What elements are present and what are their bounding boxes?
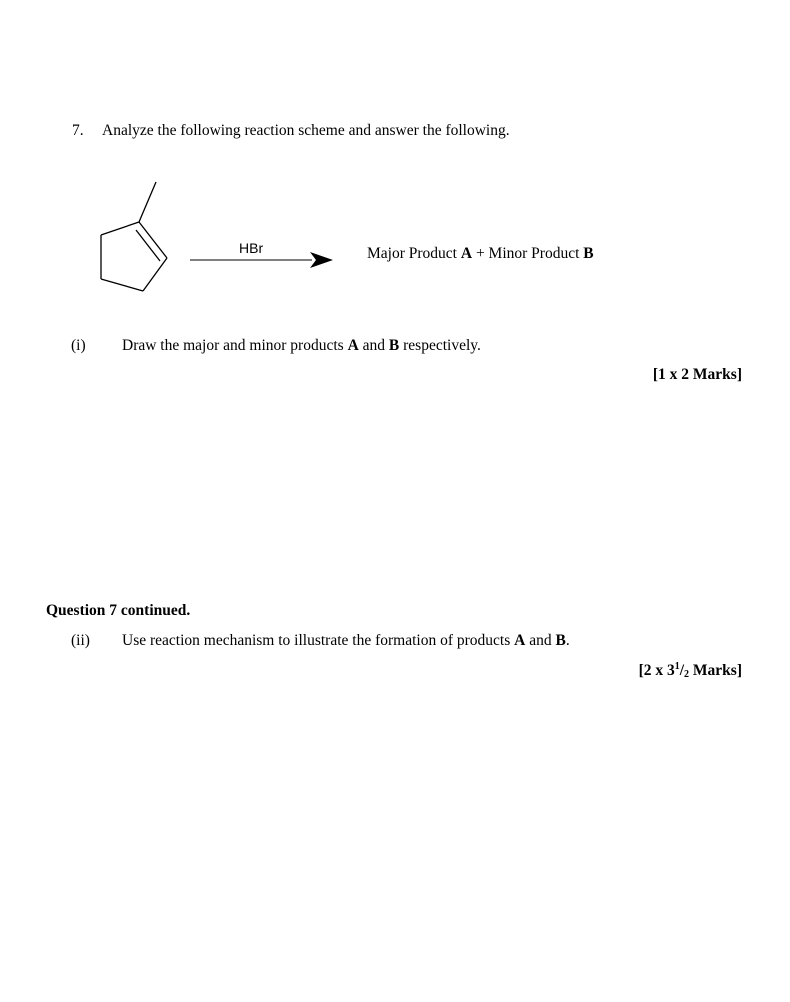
methylcyclopentene-structure bbox=[101, 182, 167, 291]
ring-bond-5 bbox=[101, 222, 139, 235]
part-i-letter-a: A bbox=[347, 337, 359, 354]
double-bond-inner bbox=[136, 230, 160, 261]
marks-ii-sub: 2 bbox=[684, 669, 690, 680]
minor-product-text: + Minor Product bbox=[472, 245, 584, 262]
part-i-letter-b: B bbox=[388, 337, 400, 354]
part-i-marks: [1 x 2 Marks] bbox=[652, 366, 742, 383]
part-ii-text bbox=[122, 632, 570, 650]
marks-ii-suffix: Marks] bbox=[689, 662, 742, 679]
reaction-scheme bbox=[90, 178, 350, 303]
methyl-bond bbox=[139, 182, 156, 222]
ring-bond-2 bbox=[143, 258, 167, 291]
part-ii-text-3: . bbox=[565, 632, 570, 649]
part-ii-marks bbox=[639, 662, 742, 680]
minor-product-letter: B bbox=[583, 245, 594, 262]
reaction-arrow-head bbox=[310, 252, 333, 268]
ring-bond-3 bbox=[101, 279, 143, 291]
part-i-text-3: respectively. bbox=[399, 337, 481, 354]
products-label bbox=[367, 245, 594, 263]
continued-heading: Question 7 continued. bbox=[46, 602, 191, 619]
question-number: 7. bbox=[72, 122, 84, 139]
question-text: Analyze the following reaction scheme and answer the following. bbox=[102, 122, 510, 139]
marks-ii-sup: 1 bbox=[674, 661, 680, 672]
part-ii-letter-b: B bbox=[555, 632, 566, 649]
part-i-text-2: and bbox=[358, 337, 389, 354]
marks-ii-prefix: [2 x 3 bbox=[638, 662, 675, 679]
major-product-text: Major Product bbox=[367, 245, 461, 262]
part-i-text bbox=[122, 337, 481, 355]
part-i-text-1: Draw the major and minor products bbox=[122, 337, 348, 354]
marks-ii-slash: / bbox=[679, 662, 685, 679]
part-ii-text-2: and bbox=[525, 632, 556, 649]
part-ii-text-1: Use reaction mechanism to illustrate the formation of products bbox=[122, 632, 515, 649]
part-ii-number: (ii) bbox=[71, 632, 90, 649]
major-product-letter: A bbox=[460, 245, 473, 262]
part-i-number: (i) bbox=[71, 337, 86, 354]
reagent-label: HBr bbox=[239, 240, 264, 256]
part-ii-letter-a: A bbox=[514, 632, 526, 649]
